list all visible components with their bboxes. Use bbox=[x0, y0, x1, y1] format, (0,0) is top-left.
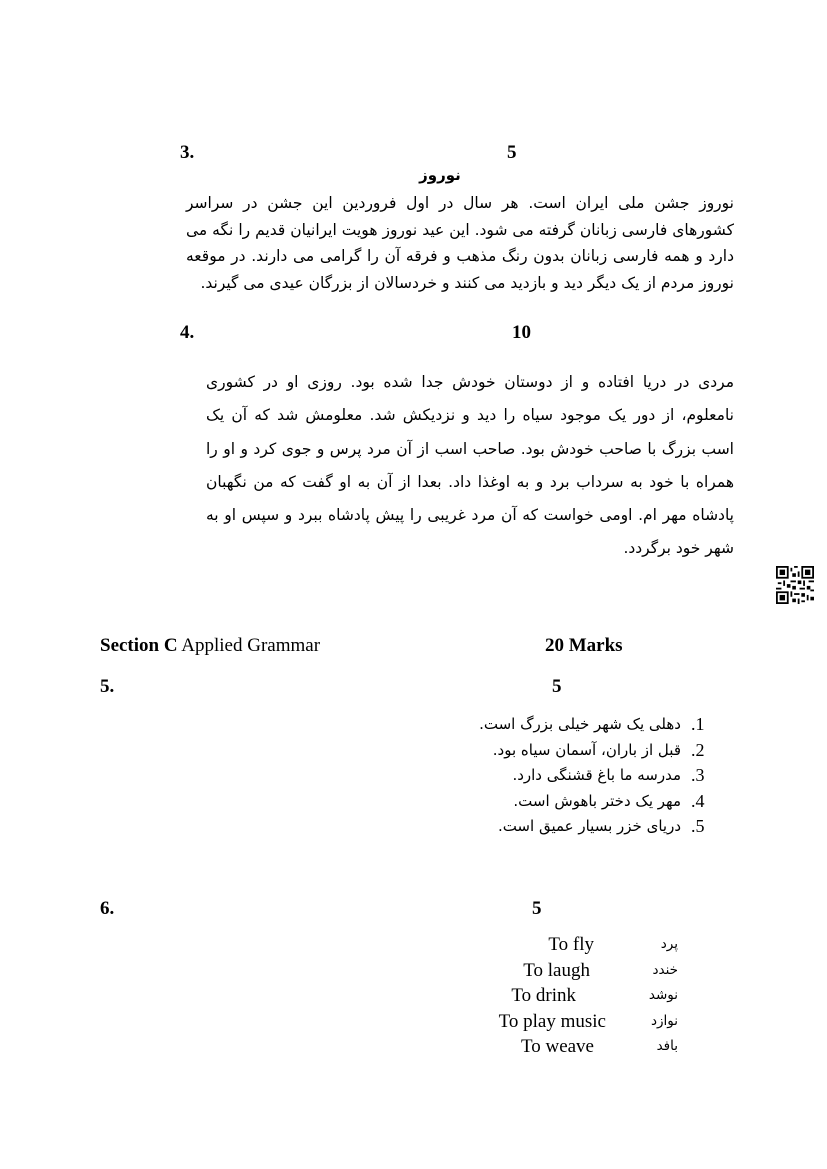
list-item bbox=[479, 789, 709, 815]
q4-passage: مردی در دریا افتاده و از دوستان خودش جدا شده بود. روزی او در کشوری نامعلوم، از دور یک موجود سیاه را دید و نزدیکش شد. معلومش شد که آن یک اسب بزرگ با صاحب خودش بود. صاحب اسب از آن مرد پرس و جوی کرد و او را همراه با خود به سرداب برد و به اوغذا داد. بعدا از آن به او گفت که من نگهبان پادشاه مهر ام. اومی خواست که آن مرد غریبی را پیش پادشاه ببرد و سپس او به شهر خود برگردد. bbox=[206, 373, 734, 558]
vocab-row bbox=[480, 983, 690, 1009]
section-c-label: Applied Grammar bbox=[181, 635, 321, 656]
q3-title: نوروز bbox=[419, 166, 461, 184]
q5-number: 5. bbox=[100, 676, 115, 697]
q3-number: 3. bbox=[180, 142, 195, 163]
vocab-row bbox=[480, 958, 690, 984]
q4-number: 4. bbox=[180, 322, 195, 343]
vocab-english: To laugh bbox=[523, 959, 590, 981]
vocab-persian: بافد bbox=[656, 1038, 678, 1054]
vocab-english: To fly bbox=[548, 934, 594, 955]
vocab-english: To drink bbox=[511, 985, 576, 1006]
q5-sentence-list bbox=[479, 712, 709, 840]
section-c-marks: 20 Marks bbox=[545, 635, 623, 656]
vocab-persian: نوشد bbox=[648, 987, 678, 1003]
q6-vocab-list bbox=[480, 932, 690, 1060]
qr-code-icon bbox=[776, 566, 814, 604]
vocab-row bbox=[480, 1009, 690, 1035]
q6-number bbox=[100, 898, 114, 920]
section-c-heading bbox=[100, 635, 320, 657]
vocab-persian: نوازد bbox=[650, 1012, 678, 1029]
sentence-text: دهلی یک شهر خیلی بزرگ است. bbox=[479, 715, 681, 733]
sentence-text: مدرسه ما باغ قشنگی دارد. bbox=[512, 766, 681, 784]
vocab-row bbox=[480, 1034, 690, 1060]
list-item bbox=[479, 712, 709, 738]
list-item bbox=[479, 814, 709, 840]
q3-passage: نوروز جشن ملی ایران است. هر سال در اول فروردین این جشن در سراسر کشورهای فارسی زبانان گرفته می شود. این عید نوروز هویت ایرانیان قدیم را نگه می دارد و همه فارسی زبانان بدون رنگ مذهب و فرقه آن را گرامی می دارند. در موقعه نوروز مردم از یک دیگر دید و بازدید می کنند و خردسالان از بزرگان عیدی می گیرند. bbox=[186, 194, 734, 292]
item-number: .3 bbox=[691, 765, 705, 785]
vocab-english: To weave bbox=[520, 1036, 594, 1057]
q3-marks: 5 bbox=[507, 142, 517, 163]
q6-marks: 5 bbox=[532, 898, 542, 919]
sentence-text: قبل از باران، آسمان سیاه بود. bbox=[492, 740, 681, 759]
item-number: .2 bbox=[691, 739, 705, 760]
sentence-text: دریای خزر بسیار عمیق است. bbox=[497, 817, 681, 835]
vocab-persian: پرد bbox=[660, 936, 678, 952]
q4-marks: 10 bbox=[512, 322, 531, 343]
item-number: .5 bbox=[691, 816, 705, 836]
section-c-bold-label: Section C bbox=[100, 635, 178, 656]
vocab-english: To play music bbox=[498, 1010, 606, 1032]
sentence-text: مهر یک دختر باهوش است. bbox=[513, 791, 681, 810]
item-number: .1 bbox=[691, 714, 705, 734]
list-item bbox=[479, 738, 709, 764]
q6-number-text: 6. bbox=[100, 898, 115, 919]
vocab-row bbox=[480, 932, 690, 958]
item-number: .4 bbox=[691, 790, 705, 811]
vocab-persian: خندد bbox=[652, 961, 678, 978]
q5-marks: 5 bbox=[552, 676, 562, 697]
list-item bbox=[479, 763, 709, 789]
